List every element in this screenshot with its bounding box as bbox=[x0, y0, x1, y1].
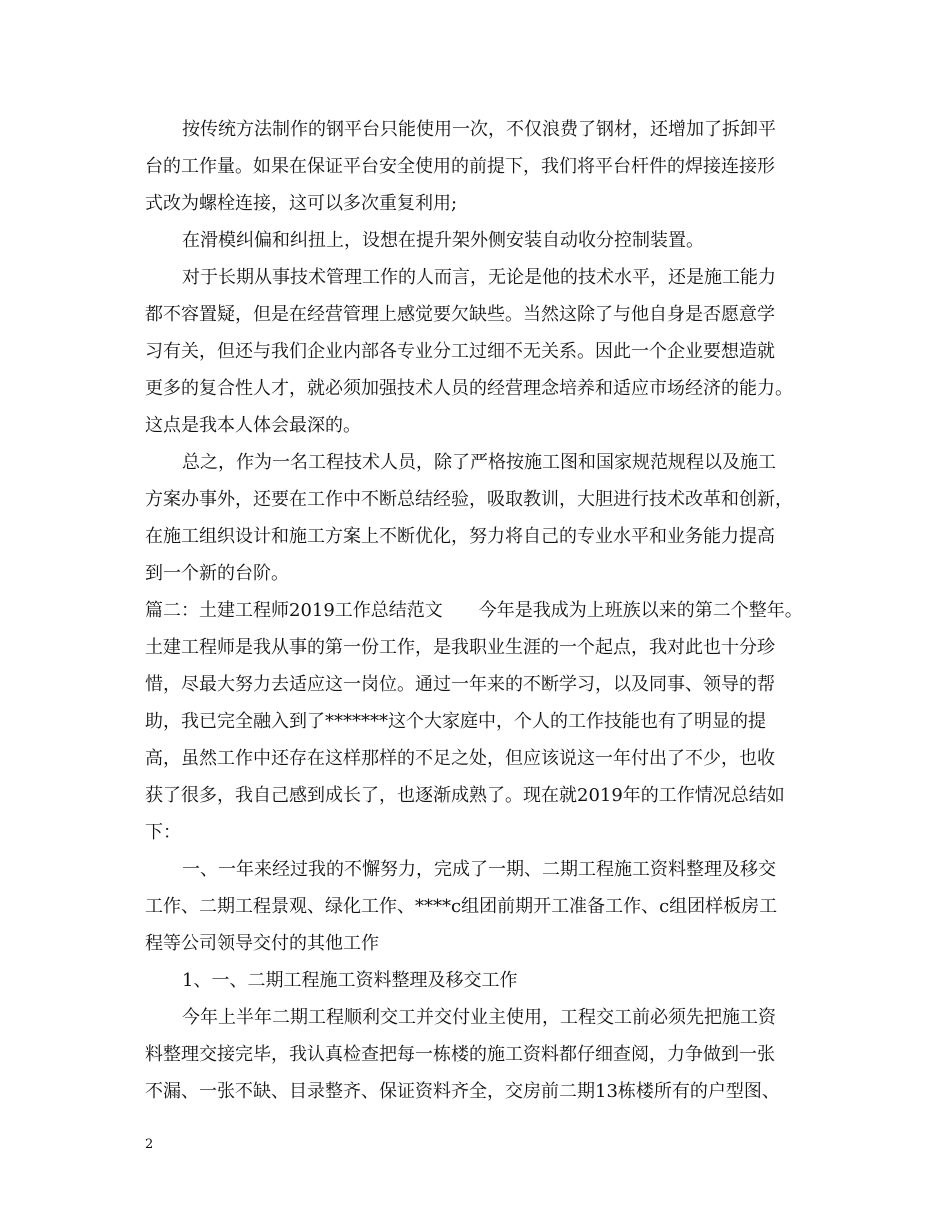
text-line: 都不容置疑，但是在经营管理上感觉要欠缺些。当然这除了与他自身是否愿意学 bbox=[145, 304, 775, 325]
text-line: 按传统方法制作的钢平台只能使用一次，不仅浪费了钢材，还增加了拆卸平 bbox=[182, 119, 776, 140]
text-line: 在滑模纠偏和纠扭上，设想在提升架外侧安装自动收分控制装置。 bbox=[182, 230, 704, 251]
text-line: 高，虽然工作中还存在这样那样的不足之处，但应该说这一年付出了不少，也收 bbox=[145, 748, 775, 769]
text-line: 更多的复合性人才，就必须加强技术人员的经营理念培养和适应市场经济的能力。 bbox=[145, 378, 793, 399]
text-line: 今年上半年二期工程顺利交工并交付业主使用，工程交工前必须先把施工资 bbox=[182, 1007, 776, 1028]
text-line: 助，我已完全融入到了*******这个大家庭中，个人的工作技能也有了明显的提 bbox=[145, 711, 766, 732]
text-line: 料整理交接完毕，我认真检查把每一栋楼的施工资料都仔细查阅，力争做到一张 bbox=[145, 1044, 775, 1065]
text-line: 到一个新的台阶。 bbox=[145, 563, 289, 584]
text-line: 方案办事外，还要在工作中不断总结经验，吸取教训，大胆进行技术改革和创新， bbox=[145, 489, 793, 510]
text-line: 不漏、一张不缺、目录整齐、保证资料齐全，交房前二期13栋楼所有的户型图、 bbox=[145, 1081, 780, 1102]
text-line: 习有关，但还与我们企业内部各专业分工过细不无关系。因此一个企业要想造就 bbox=[145, 341, 775, 362]
text-line: 式改为螺栓连接，这可以多次重复利用; bbox=[145, 193, 458, 214]
text-line: 总之，作为一名工程技术人员，除了严格按施工图和国家规范规程以及施工 bbox=[182, 452, 776, 473]
text-line: 一、一年来经过我的不懈努力，完成了一期、二期工程施工资料整理及移交 bbox=[182, 859, 776, 880]
text-line: 惜，尽最大努力去适应这一岗位。通过一年来的不断学习，以及同事、领导的帮 bbox=[145, 674, 775, 695]
text-line: 这点是我本人体会最深的。 bbox=[145, 415, 361, 436]
text-line: 台的工作量。如果在保证平台安全使用的前提下，我们将平台杆件的焊接连接形 bbox=[145, 156, 775, 177]
section-heading-line: 篇二：土建工程师2019工作总结范文 今年是我成为上班族以来的第二个整年。 bbox=[145, 600, 803, 621]
text-line: 获了很多，我自己感到成长了，也逐渐成熟了。现在就2019年的工作情况总结如 bbox=[145, 785, 785, 806]
text-line: 在施工组织设计和施工方案上不断优化，努力将自己的专业水平和业务能力提高 bbox=[145, 526, 775, 547]
subheading-line: 1、一、二期工程施工资料整理及移交工作 bbox=[182, 970, 518, 991]
text-line: 土建工程师是我从事的第一份工作，是我职业生涯的一个起点，我对此也十分珍 bbox=[145, 637, 775, 658]
page-number: 2 bbox=[145, 1137, 154, 1152]
text-line: 工作、二期工程景观、绿化工作、****c组团前期开工准备工作、c组团样板房工 bbox=[145, 896, 778, 917]
text-line: 对于长期从事技术管理工作的人而言，无论是他的技术水平，还是施工能力 bbox=[182, 267, 776, 288]
text-line: 程等公司领导交付的其他工作 bbox=[145, 933, 379, 954]
text-line: 下： bbox=[145, 822, 181, 843]
